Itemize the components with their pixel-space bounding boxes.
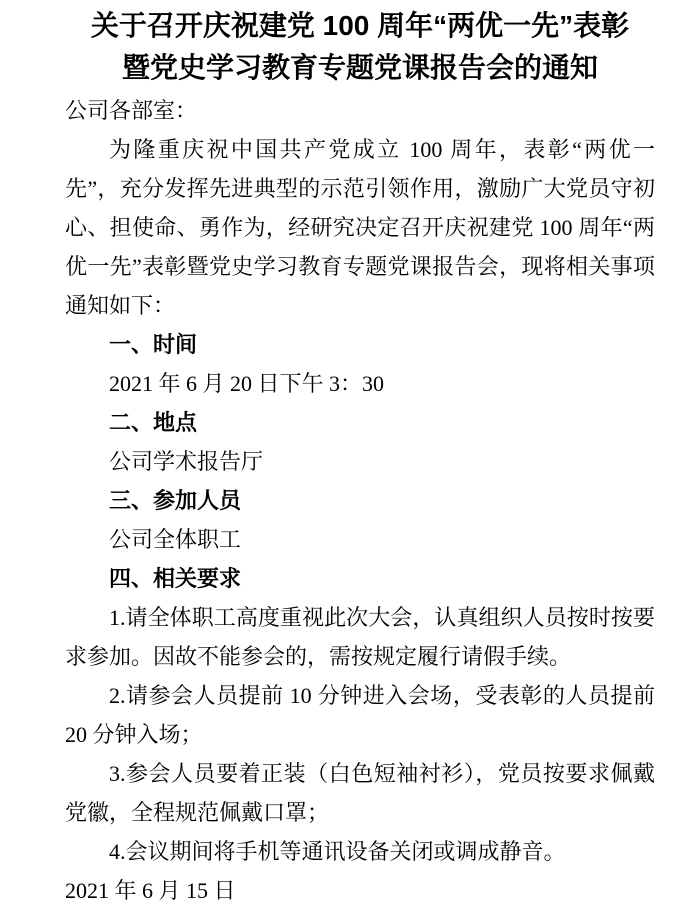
section-participants-value: 公司全体职工 [109,527,242,552]
document-title [65,5,655,89]
section-heading-time: 一、时间 [109,332,198,357]
requirement-item-2: 2.请参会人员提前 10 分钟进入会场，受表彰的人员提前 20 分钟入场； [65,683,655,747]
requirement-item-4: 4.会议期间将手机等通讯设备关闭或调成静音。 [109,839,566,864]
section-heading-location: 二、地点 [109,410,198,435]
title-line-2: 暨党史学习教育专题党课报告会的通知 [121,52,598,83]
intro-paragraph: 为隆重庆祝中国共产党成立 100 周年，表彰“两优一先”，充分发挥先进典型的示范引领作用，激励广大党员守初心、担使命、勇作为，经研究决定召开庆祝建党 100 周年“两优一先”表彰暨党史学习教育专题党课报告会，现将相关事项通知如下： [65,137,655,318]
requirement-item-1: 1.请全体职工高度重视此次大会，认真组织人员按时按要求参加。因故不能参会的，需按规定履行请假手续。 [65,605,655,669]
section-heading-requirements: 四、相关要求 [109,566,242,591]
section-time-value: 2021 年 6 月 20 日下午 3：30 [109,371,385,396]
title-line-1: 关于召开庆祝建党 100 周年“两优一先”表彰 [90,10,630,41]
document-date: 2021 年 6 月 15 日 [65,878,236,903]
document-body [65,91,655,910]
requirement-item-3: 3.参会人员要着正装（白色短袖衬衫），党员按要求佩戴党徽，全程规范佩戴口罩； [65,761,655,825]
section-heading-participants: 三、参加人员 [109,488,242,513]
salutation: 公司各部室： [65,98,198,123]
section-location-value: 公司学术报告厅 [109,449,264,474]
